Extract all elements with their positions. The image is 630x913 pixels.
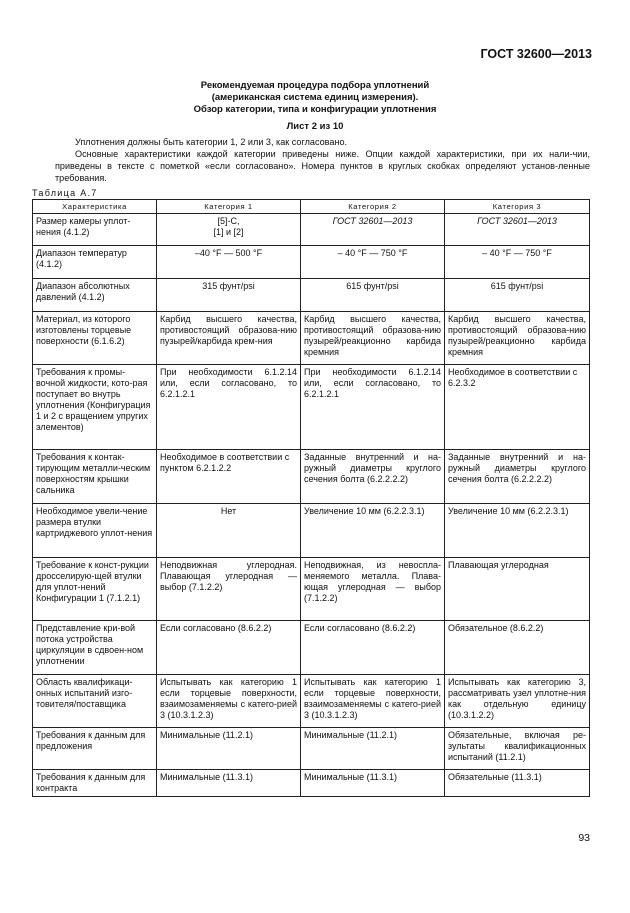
row-category-3: Плавающая углеродная	[445, 558, 590, 621]
row-category-2: При необходимости 6.1.2.14 или, если согласовано, то 6.2.1.2.1	[301, 365, 445, 450]
row-characteristic: Требования к данным для предложения	[33, 728, 157, 770]
table-label: Таблица А.7	[32, 188, 98, 198]
row-category-1: Неподвижная углеродная. Плавающая углеродная — выбор (7.1.2.2)	[157, 558, 301, 621]
intro-paragraph-2: Основные характеристики каждой категории приведены ниже. Опции каждой характеристики, при их нали-чии, приведены в тексте с пометкой «если согласовано». Номера пунктов в круглых скобках определяют установ-ленные требования.	[55, 149, 590, 183]
table-row	[33, 279, 590, 312]
row-category-2: Заданные внутренний и на-ружный диаметры круглого сечения болта (6.2.2.2.2)	[301, 450, 445, 504]
table-row	[33, 770, 590, 797]
header-category-3: Категория 3	[445, 200, 590, 214]
row-category-3: Необходимое в соответствии с 6.2.3.2	[445, 365, 590, 450]
table-row	[33, 558, 590, 621]
title-line-2: (американская система единиц измерения).	[211, 92, 419, 103]
row-category-2: Карбид высшего качества, противостоящий образова-нию пузырей/реакционно карбида кремния	[301, 312, 445, 365]
row-category-1: Если согласовано (8.6.2.2)	[157, 621, 301, 675]
row-characteristic: Необходимое увели-чение размера втулки картриджевого уплот-нения	[33, 504, 157, 558]
table-row	[33, 365, 590, 450]
row-category-1: Карбид высшего качества, противостоящий образова-нию пузырей/карбида крем-ния	[157, 312, 301, 365]
row-category-3: Карбид высшего качества, противостоящий образова-нию пузырей/реакционно карбида кремния	[445, 312, 590, 365]
row-category-1: Испытывать как категорию 1 если торцевые поверхности, взаимозаменяемы с катего-рией 3 (10.3.1.2.3)	[157, 675, 301, 728]
row-category-3: Увеличение 10 мм (6.2.2.3.1)	[445, 504, 590, 558]
row-category-2: 615 фунт/psi	[301, 279, 445, 312]
row-category-2: Минимальные (11.2.1)	[301, 728, 445, 770]
table-row	[33, 450, 590, 504]
appendix-title	[0, 80, 630, 116]
header-category-1: Категория 1	[157, 200, 301, 214]
row-category-3: Обязательное (8.6.2.2)	[445, 621, 590, 675]
standard-code: ГОСТ 32600—2013	[480, 47, 592, 61]
row-category-1: –40 °F — 500 °F	[157, 246, 301, 279]
table-row	[33, 621, 590, 675]
row-category-3: Обязательные, включая ре-зультаты квалификационных испытаний (11.2.1)	[445, 728, 590, 770]
row-characteristic: Требование к конст-рукции дросселирую-щей втулки для уплот-нений Конфигурации 1 (7.1.2.1)	[33, 558, 157, 621]
header-category-2: Категория 2	[301, 200, 445, 214]
row-characteristic: Размер камеры уплот-нения (4.1.2)	[33, 214, 157, 246]
row-category-3: 615 фунт/psi	[445, 279, 590, 312]
row-category-2: Увеличение 10 мм (6.2.2.3.1)	[301, 504, 445, 558]
row-characteristic: Область квалификаци-онных испытаний изго-товителя/поставщика	[33, 675, 157, 728]
title-line-3: Обзор категории, типа и конфигурации уплотнения	[193, 104, 437, 115]
row-category-1: 315 фунт/psi	[157, 279, 301, 312]
table-header-row	[33, 200, 590, 214]
row-characteristic: Требования к контак-тирующим металли-ческим поверхностям крышки сальника	[33, 450, 157, 504]
row-category-1: [5]-С, [1] и [2]	[157, 214, 301, 246]
intro-paragraph-1: Уплотнения должны быть категории 1, 2 или 3, как согласовано.	[75, 137, 348, 147]
row-category-2: Испытывать как категорию 1 если торцевые поверхности, взаимозаменяемы с катего-рией 3 (10.3.1.2.3)	[301, 675, 445, 728]
row-category-3: Обязательные (11.3.1)	[445, 770, 590, 797]
row-category-3: – 40 °F — 750 °F	[445, 246, 590, 279]
row-category-1: При необходимости 6.1.2.14 или, если согласовано, то 6.2.1.2.1	[157, 365, 301, 450]
table-row	[33, 675, 590, 728]
row-characteristic: Диапазон температур (4.1.2)	[33, 246, 157, 279]
table-row	[33, 312, 590, 365]
row-category-1: Нет	[157, 504, 301, 558]
row-category-3: ГОСТ 32601—2013	[445, 214, 590, 246]
table-row	[33, 504, 590, 558]
row-category-1: Минимальные (11.3.1)	[157, 770, 301, 797]
row-category-2: Неподвижная, из невоспла-меняемого металла. Плава-ющая углеродная — выбор (7.1.2.2)	[301, 558, 445, 621]
header-characteristic: Характеристика	[33, 200, 157, 214]
row-category-2: Если согласовано (8.6.2.2)	[301, 621, 445, 675]
intro-text	[55, 136, 590, 184]
row-characteristic: Диапазон абсолютных давлений (4.1.2)	[33, 279, 157, 312]
row-characteristic: Требования к данным для контракта	[33, 770, 157, 797]
page-number: 93	[578, 832, 590, 844]
row-category-2: ГОСТ 32601—2013	[301, 214, 445, 246]
row-category-2: – 40 °F — 750 °F	[301, 246, 445, 279]
row-category-3: Испытывать как категорию 3, рассматривать узел уплотне-ния как отдельную единицу (10.3.1.2.2)	[445, 675, 590, 728]
sheet-number: Лист 2 из 10	[286, 121, 344, 132]
table-row	[33, 728, 590, 770]
row-characteristic: Требования к промы-вочной жидкости, кото-рая поступает во внутрь уплотнения (Конфигурация 1 и 2 с вращением упругих элементов)	[33, 365, 157, 450]
table-row	[33, 246, 590, 279]
row-category-2: Минимальные (11.3.1)	[301, 770, 445, 797]
row-characteristic: Материал, из которого изготовлены торцевые поверхности (6.1.6.2)	[33, 312, 157, 365]
row-category-1: Необходимое в соответствии с пунктом 6.2.1.2.2	[157, 450, 301, 504]
row-category-1: Минимальные (11.2.1)	[157, 728, 301, 770]
title-line-1: Рекомендуемая процедура подбора уплотнений	[200, 80, 430, 91]
seal-category-table	[32, 199, 590, 797]
row-characteristic: Представление кри-вой потока устройства циркуляции в сдвоен-ном уплотнении	[33, 621, 157, 675]
row-category-3: Заданные внутренний и на-ружный диаметры круглого сечения болта (6.2.2.2.2)	[445, 450, 590, 504]
table-row	[33, 214, 590, 246]
